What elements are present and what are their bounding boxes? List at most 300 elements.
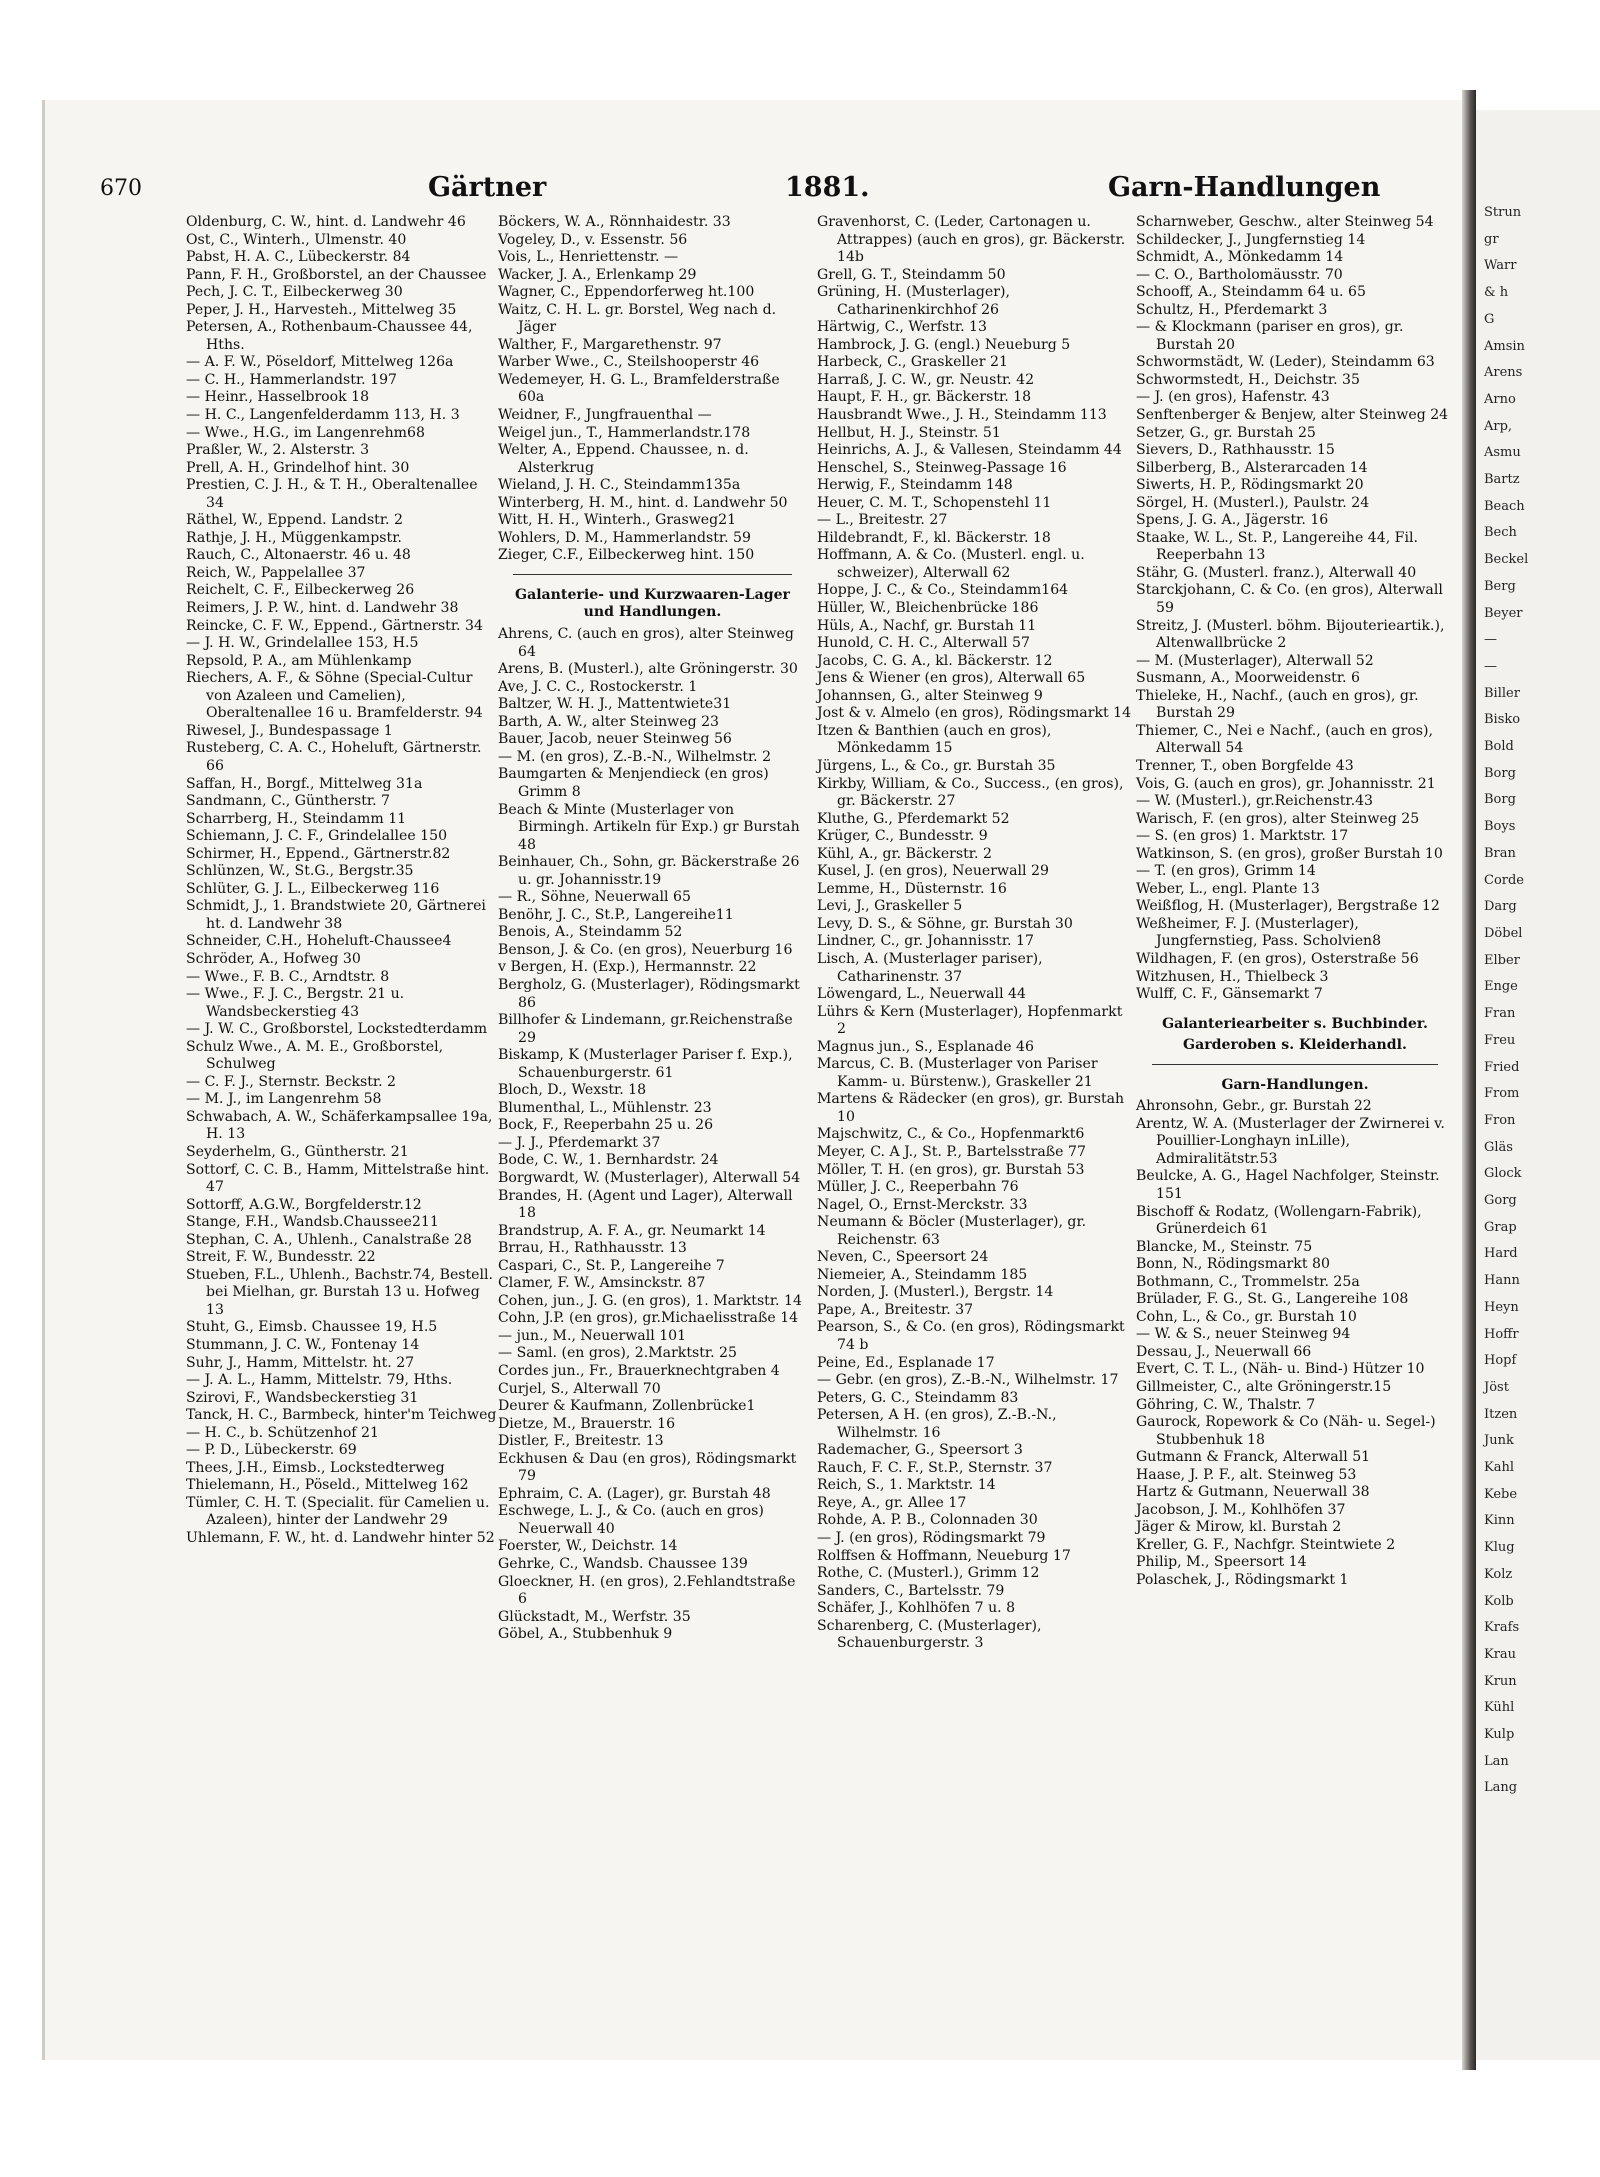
directory-entry: Jost & v. Almelo (en gros), Rödingsmarkt 14 — [817, 705, 1132, 722]
directory-entry: — C. F. J., Sternstr. Beckstr. 2 — [186, 1073, 397, 1090]
section-rule — [513, 574, 791, 575]
directory-entry: Dessau, J., Neuerwall 66 — [1136, 1343, 1312, 1360]
directory-entry: Hambrock, J. G. (engl.) Neueburg 5 — [817, 336, 1071, 353]
directory-entry: Gillmeister, C., alte Gröningerstr.15 — [1136, 1379, 1392, 1395]
directory-entry: Repsold, P. A., am Mühlenkamp — [186, 652, 412, 669]
directory-entry: Schirmer, H., Eppend., Gärtnerstr.82 — [186, 845, 451, 862]
directory-entry: Barth, A. W., alter Steinweg 23 — [498, 713, 720, 730]
directory-entry: Riwesel, J., Bundespassage 1 — [186, 722, 393, 739]
directory-entry: Eckhusen & Dau (en gros), Rödingsmarkt 79 — [498, 1450, 797, 1485]
directory-entry: Pann, F. H., Großborstel, an der Chaussee — [186, 266, 487, 283]
directory-entry: Schiemann, J. C. F., Grindelallee 150 — [186, 828, 448, 845]
directory-entry: Thielemann, H., Pöseld., Mittelweg 162 — [186, 1477, 469, 1494]
directory-entry: Schulz Wwe., A. M. E., Großborstel, Schulweg — [186, 1038, 444, 1073]
directory-entry: Sandmann, C., Güntherstr. 7 — [186, 793, 391, 810]
directory-entry: — L., Breitestr. 27 — [817, 512, 948, 529]
directory-entry: Biskamp, K (Musterlager Pariser f. Exp.), Schauenburgerstr. 61 — [498, 1047, 793, 1081]
next-page-fragment: Krau — [1484, 1646, 1517, 1662]
directory-entry: Weßheimer, F. J. (Musterlager), Jungfernstieg, Pass. Scholvien8 — [1136, 915, 1382, 950]
directory-entry: Marcus, C. B. (Musterlager von Pariser Kamm- u. Bürstenw.), Graskeller 21 — [817, 1056, 1098, 1090]
next-page-fragment: Kolz — [1484, 1566, 1513, 1582]
directory-column-2 — [498, 214, 807, 1644]
directory-entry: Reye, A., gr. Allee 17 — [817, 1494, 967, 1511]
directory-entry: Kreller, G. F., Nachfgr. Steintwiete 2 — [1136, 1536, 1396, 1553]
directory-entry: Cordes jun., Fr., Brauerknechtgraben 4 — [498, 1363, 780, 1379]
directory-entry: Reincke, C. F. W., Eppend., Gärtnerstr. 34 — [186, 617, 483, 634]
directory-entry: Sanders, C., Bartelsstr. 79 — [817, 1582, 1005, 1599]
directory-entry: Bloch, D., Wexstr. 18 — [498, 1082, 647, 1099]
directory-entry: Reimers, J. P. W., hint. d. Landwehr 38 — [186, 600, 459, 617]
directory-entry: Schultz, H., Pferdemarkt 3 — [1136, 301, 1328, 318]
directory-entry: Brrau, H., Rathhausstr. 13 — [498, 1240, 687, 1257]
directory-entry: — Saml. (en gros), 2.Marktstr. 25 — [498, 1345, 737, 1362]
next-page-fragment: Lang — [1484, 1780, 1518, 1796]
directory-entry: Levy, D. S., & Söhne, gr. Burstah 30 — [817, 915, 1073, 932]
directory-entry: Löwengard, L., Neuerwall 44 — [817, 986, 1026, 1003]
directory-entry: — J. J., Pferdemarkt 37 — [498, 1134, 661, 1151]
next-page-fragment: Krafs — [1484, 1620, 1520, 1636]
directory-entry: Thieleke, H., Nachf., (auch en gros), gr. Burstah 29 — [1136, 687, 1419, 722]
directory-entry: Streit, F. W., Bundesstr. 22 — [186, 1249, 376, 1266]
directory-entry: Wacker, J. A., Erlenkamp 29 — [498, 266, 697, 283]
directory-entry: Benson, J. & Co. (en gros), Neuerburg 16 — [498, 941, 793, 958]
directory-entry: Ahronsohn, Gebr., gr. Burstah 22 — [1136, 1098, 1372, 1115]
next-page-fragment: Hann — [1484, 1273, 1520, 1289]
next-page-fragment: Kinn — [1484, 1513, 1515, 1529]
next-page-fragment: Kolb — [1484, 1593, 1514, 1609]
directory-entry: Rolffsen & Hoffmann, Neueburg 17 — [817, 1547, 1071, 1564]
directory-entry: — A. F. W., Pöseldorf, Mittelweg 126a — [186, 354, 454, 371]
directory-entry: Saffan, H., Borgf., Mittelweg 31a — [186, 775, 423, 792]
directory-entry: Bergholz, G. (Musterlager), Rödingsmarkt 86 — [498, 976, 800, 1011]
next-page-fragment: Gläs — [1484, 1139, 1513, 1155]
directory-entry: Lührs & Kern (Musterlager), Hopfenmarkt 2 — [817, 1003, 1123, 1038]
directory-entry: Deurer & Kaufmann, Zollenbrücke1 — [498, 1398, 756, 1415]
directory-entry: Ahrens, C. (auch en gros), alter Steinweg 64 — [498, 626, 794, 660]
directory-entry: Rauch, C., Altonaerstr. 46 u. 48 — [186, 547, 411, 564]
directory-entry: Peters, G. C., Steindamm 83 — [817, 1389, 1019, 1406]
directory-entry: Härtwig, C., Werfstr. 13 — [817, 319, 987, 336]
directory-entry: Witt, H. H., Winterh., Grasweg21 — [498, 512, 737, 529]
directory-entry: — Wwe., F. J. C., Bergstr. 21 u. Wandsbeckerstieg 43 — [186, 986, 405, 1020]
next-page-fragment: Berg — [1484, 578, 1516, 594]
directory-entry: Lindner, C., gr. Johannisstr. 17 — [817, 933, 1034, 950]
directory-entry: Schildecker, J., Jungfernstieg 14 — [1136, 231, 1366, 248]
next-page-fragment: Hopf — [1484, 1353, 1517, 1369]
next-page-fragment: & h — [1484, 285, 1509, 301]
directory-entry: Sottorff, A.G.W., Borgfelderstr.12 — [186, 1196, 422, 1213]
directory-entry: Uhlemann, F. W., ht. d. Landwehr hinter 52 — [186, 1530, 495, 1547]
directory-entry: Szirovi, F., Wandsbeckerstieg 31 — [186, 1389, 419, 1406]
next-page-fragment: Warr — [1484, 258, 1517, 274]
directory-entry: Scharenberg, C. (Musterlager), Schauenburgerstr. 3 — [817, 1617, 1042, 1652]
directory-entry: Distler, F., Breitestr. 13 — [498, 1433, 664, 1450]
directory-entry: Wieland, J. H. C., Steindamm135a — [498, 477, 741, 494]
section-heading: Garderoben s. Kleiderhandl. — [1183, 1037, 1407, 1054]
next-page-fragment: Bran — [1484, 845, 1516, 861]
next-page-fragment: Heyn — [1484, 1299, 1519, 1315]
next-page-fragment: Asmu — [1484, 445, 1521, 461]
next-page-fragment: Arens — [1484, 365, 1523, 381]
directory-entry: Rothe, C. (Musterl.), Grimm 12 — [817, 1565, 1040, 1582]
directory-entry: Rademacher, G., Speersort 3 — [817, 1442, 1023, 1459]
directory-entry: Kusel, J. (en gros), Neuerwall 29 — [817, 863, 1049, 880]
directory-entry: Herwig, F., Steindamm 148 — [817, 477, 1013, 494]
directory-entry: Göbel, A., Stubbenhuk 9 — [498, 1626, 673, 1643]
directory-entry: Hüls, A., Nachf, gr. Burstah 11 — [817, 617, 1037, 634]
directory-entry: Vois, G. (auch en gros), gr. Johannisstr. 21 — [1136, 775, 1436, 792]
directory-entry: Schmidt, A., Mönkedamm 14 — [1136, 249, 1344, 266]
directory-entry: Streitz, J. (Musterl. böhm. Bijouterieartik.), Altenwallbrücke 2 — [1136, 617, 1445, 652]
directory-entry: Niemeier, A., Steindamm 185 — [817, 1266, 1028, 1283]
directory-entry: Neven, C., Speersort 24 — [817, 1249, 989, 1266]
next-page-fragment: Beyer — [1484, 605, 1523, 621]
section-heading: Galanterie- und Kurzwaaren-Lager und Handlungen. — [515, 586, 790, 621]
directory-entry: Schmidt, J., 1. Brandstwiete 20, Gärtnerei ht. d. Landwehr 38 — [186, 898, 486, 932]
next-page-fragment: Hoffr — [1484, 1326, 1519, 1342]
directory-entry: Meyer, C. A J., St. P., Bartelsstraße 77 — [817, 1143, 1086, 1160]
directory-entry: Levi, J., Graskeller 5 — [817, 898, 963, 915]
directory-entry: Blancke, M., Steinstr. 75 — [1136, 1238, 1313, 1255]
directory-entry: Schwormstädt, W. (Leder), Steindamm 63 — [1136, 354, 1435, 371]
directory-entry: Bock, F., Reeperbahn 25 u. 26 — [498, 1117, 714, 1134]
directory-entry: — C. H., Hammerlandstr. 197 — [186, 371, 397, 388]
directory-entry: Beach & Minte (Musterlager von Birmingh. Artikeln für Exp.) gr Burstah 48 — [498, 801, 800, 853]
directory-entry: Cohn, J.P. (en gros), gr.Michaelisstraße 14 — [498, 1310, 799, 1327]
directory-entry: Winterberg, H. M., hint. d. Landwehr 50 — [498, 494, 788, 511]
directory-entry: Wedemeyer, H. G. L., Bramfelderstraße 60a — [498, 371, 780, 406]
directory-entry: Jacobs, C. G. A., kl. Bäckerstr. 12 — [817, 652, 1053, 669]
directory-entry: Rusteberg, C. A. C., Hoheluft, Gärtnerstr. 66 — [186, 740, 482, 774]
directory-entry: Bauer, Jacob, neuer Steinweg 56 — [498, 731, 732, 748]
next-page-fragment: Elber — [1484, 952, 1520, 968]
next-page-fragment: Lan — [1484, 1753, 1509, 1769]
directory-entry: Weidner, F., Jungfrauenthal — — [498, 407, 712, 424]
directory-entry: Stähr, G. (Musterl. franz.), Alterwall 40 — [1136, 564, 1417, 581]
directory-entry: — C. O., Bartholomäusstr. 70 — [1136, 266, 1343, 283]
directory-entry: Prell, A. H., Grindelhof hint. 30 — [186, 459, 410, 476]
next-page-fragment: Enge — [1484, 979, 1518, 995]
directory-entry: Stummann, J. C. W., Fontenay 14 — [186, 1337, 420, 1353]
directory-entry: Pape, A., Breitestr. 37 — [817, 1301, 974, 1318]
next-page-edge — [1476, 110, 1600, 2060]
directory-column-4 — [1136, 214, 1454, 1590]
next-page-fragment: Strun — [1484, 205, 1522, 220]
next-page-fragment: Fron — [1484, 1112, 1516, 1128]
next-page-fragment: Junk — [1484, 1433, 1514, 1449]
page-number: 670 — [100, 176, 142, 201]
directory-entry: Thees, J.H., Eimsb., Lockstedterweg — [186, 1459, 445, 1476]
next-page-fragment: Hard — [1484, 1246, 1518, 1262]
directory-entry: Cohn, L., & Co., gr. Burstah 10 — [1136, 1308, 1357, 1325]
directory-entry: — W. (Musterl.), gr.Reichenstr.43 — [1136, 793, 1374, 810]
section-rule — [1152, 1064, 1438, 1065]
directory-entry: Peine, Ed., Esplanade 17 — [817, 1354, 995, 1371]
directory-entry: Majschwitz, C., & Co., Hopfenmarkt6 — [817, 1126, 1085, 1143]
directory-entry: Blumenthal, L., Mühlenstr. 23 — [498, 1099, 712, 1116]
directory-entry: Möller, T. H. (en gros), gr. Burstah 53 — [817, 1161, 1085, 1178]
next-page-fragment: From — [1484, 1086, 1520, 1102]
next-page-fragment: Biller — [1484, 685, 1520, 701]
directory-entry: Bode, C. W., 1. Bernhardstr. 24 — [498, 1152, 719, 1169]
directory-entry: Rauch, F. C. F., St.P., Sternstr. 37 — [817, 1459, 1053, 1476]
directory-entry: — M. (Musterlager), Alterwall 52 — [1136, 652, 1374, 669]
next-page-fragment: Borg — [1484, 792, 1516, 808]
right-running-title: Garn-Handlungen — [1108, 172, 1381, 203]
directory-entry: Itzen & Banthien (auch en gros), Mönkedamm 15 — [817, 722, 1052, 757]
next-page-fragment: Klug — [1484, 1540, 1515, 1556]
next-page-fragment: Fried — [1484, 1059, 1520, 1075]
directory-entry: Gehrke, C., Wandsb. Chaussee 139 — [498, 1556, 748, 1573]
directory-entry: Hausbrandt Wwe., J. H., Steindamm 113 — [817, 407, 1107, 424]
directory-entry: Beulcke, A. G., Hagel Nachfolger, Steinstr. 151 — [1136, 1168, 1440, 1202]
next-page-fragment: Gorg — [1484, 1193, 1517, 1209]
directory-entry: Setzer, G., gr. Burstah 25 — [1136, 424, 1316, 441]
directory-entry: Reich, S., 1. Marktstr. 14 — [817, 1477, 996, 1494]
directory-entry: Tanck, H. C., Barmbeck, hinter'm Teichweg — [186, 1407, 497, 1424]
next-page-fragment: Arno — [1484, 391, 1516, 407]
next-page-fragment: Bech — [1484, 525, 1517, 541]
directory-entry: Hellbut, H. J., Steinstr. 51 — [817, 424, 1001, 441]
directory-entry: Reich, W., Pappelallee 37 — [186, 564, 366, 581]
directory-entry: Praßler, W., 2. Alsterstr. 3 — [186, 442, 370, 459]
directory-entry: — M. (en gros), Z.-B.-N., Wilhelmstr. 2 — [498, 748, 772, 765]
directory-entry: Glückstadt, M., Werfstr. 35 — [498, 1608, 691, 1625]
directory-entry: Pabst, H. A. C., Lübeckerstr. 84 — [186, 249, 411, 266]
directory-entry: Räthel, W., Eppend. Landstr. 2 — [186, 512, 403, 529]
next-page-fragment: Krun — [1484, 1673, 1517, 1689]
directory-entry: Caspari, C., St. P., Langereihe 7 — [498, 1257, 725, 1274]
directory-entry: Vogeley, D., v. Essenstr. 56 — [498, 231, 688, 248]
directory-entry: Weißflog, H. (Musterlager), Bergstraße 12 — [1136, 898, 1440, 915]
directory-entry: Suhr, J., Hamm, Mittelstr. ht. 27 — [186, 1354, 415, 1371]
directory-entry: — M. J., im Langenrehm 58 — [186, 1091, 382, 1108]
directory-entry: Philip, M., Speersort 14 — [1136, 1554, 1307, 1571]
directory-entry: Siwerts, H. P., Rödingsmarkt 20 — [1136, 477, 1364, 494]
directory-entry: Wildhagen, F. (en gros), Osterstraße 56 — [1136, 950, 1419, 967]
directory-entry: Haase, J. P. F., alt. Steinweg 53 — [1136, 1466, 1357, 1483]
directory-entry: Clamer, F. W., Amsinckstr. 87 — [498, 1275, 706, 1292]
directory-entry: Wohlers, D. M., Hammerlandstr. 59 — [498, 529, 751, 546]
directory-entry: Martens & Rädecker (en gros), gr. Burstah 10 — [817, 1091, 1125, 1125]
directory-entry: Hartz & Gutmann, Neuerwall 38 — [1136, 1484, 1370, 1501]
directory-entry: Brandstrup, A. F. A., gr. Neumarkt 14 — [498, 1222, 766, 1239]
next-page-lines — [1476, 110, 1600, 1802]
directory-entry: Rathje, J. H., Müggenkampstr. — [186, 529, 402, 546]
directory-entry: Grüning, H. (Musterlager), Catharinenkirchhof 26 — [817, 284, 1010, 318]
directory-column-3 — [817, 214, 1135, 1653]
directory-entry: Ost, C., Winterh., Ulmenstr. 40 — [186, 231, 407, 248]
directory-entry: Curjel, S., Alterwall 70 — [498, 1380, 661, 1397]
directory-entry: Gaurock, Ropework & Co (Näh- u. Segel-) Stubbenhuk 18 — [1136, 1414, 1436, 1448]
directory-entry: Pech, J. C. T., Eilbeckerweg 30 — [186, 284, 403, 301]
directory-entry: Gutmann & Franck, Alterwall 51 — [1136, 1449, 1371, 1466]
directory-entry: — S. (en gros) 1. Marktstr. 17 — [1136, 828, 1349, 845]
next-page-fragment: Darg — [1484, 899, 1517, 915]
directory-entry: Welter, A., Eppend. Chaussee, n. d. Alsterkrug — [498, 442, 749, 476]
section-heading: Garn-Handlungen. — [1221, 1076, 1369, 1093]
next-page-fragment: Beckel — [1484, 552, 1529, 568]
directory-entry: Kühl, A., gr. Bäckerstr. 2 — [817, 845, 992, 862]
directory-entry: Arens, B. (Musterl.), alte Gröningerstr. 30 — [498, 661, 798, 678]
next-page-fragment: Borg — [1484, 765, 1516, 781]
next-page-fragment: Corde — [1484, 872, 1525, 888]
next-page-fragment: Beach — [1484, 498, 1525, 514]
directory-entry: Norden, J. (Musterl.), Bergstr. 14 — [817, 1284, 1054, 1301]
directory-entry: Lisch, A. (Musterlager pariser), Catharinenstr. 37 — [817, 950, 1043, 985]
next-page-fragment: Freu — [1484, 1032, 1516, 1048]
left-running-title: Gärtner — [428, 172, 547, 203]
next-page-fragment: Itzen — [1484, 1406, 1518, 1422]
directory-entry: Tümler, C. H. T. (Specialit. für Camelien u. Azaleen), hinter der Landwehr 29 — [186, 1494, 490, 1529]
directory-entry: Eschwege, L. J., & Co. (auch en gros) Neuerwall 40 — [498, 1503, 764, 1537]
directory-entry: Watkinson, S. (en gros), großer Burstah 10 — [1136, 845, 1443, 862]
directory-entry: Wulff, C. F., Gänsemarkt 7 — [1136, 986, 1323, 1003]
next-page-fragment: Kulp — [1484, 1727, 1515, 1743]
directory-entry: Müller, J. C., Reeperbahn 76 — [817, 1179, 1019, 1196]
directory-entry: Thiemer, C., Nei e Nachf., (auch en gros), Alterwall 54 — [1136, 722, 1434, 757]
directory-entry: Wagner, C., Eppendorferweg ht.100 — [498, 284, 755, 301]
directory-entry: Petersen, A H. (en gros), Z.-B.-N., Wilhelmstr. 16 — [817, 1407, 1057, 1441]
next-page-fragment: Glock — [1484, 1166, 1522, 1182]
directory-entry: — Wwe., H.G., im Langenrehm68 — [186, 424, 425, 441]
directory-entry: Jürgens, L., & Co., gr. Burstah 35 — [817, 757, 1056, 774]
next-page-fragment: Bisko — [1484, 712, 1521, 728]
directory-entry: Trenner, T., oben Borgfelde 43 — [1136, 757, 1354, 774]
next-page-fragment: Jöst — [1484, 1379, 1509, 1395]
directory-entry: Stange, F.H., Wandsb.Chaussee211 — [186, 1214, 439, 1231]
directory-entry: Schwabach, A. W., Schäferkampsallee 19a, H. 13 — [186, 1108, 493, 1143]
directory-entry: Rohde, A. P. B., Colonnaden 30 — [817, 1512, 1038, 1529]
directory-entry: Warber Wwe., C., Steilshooperstr 46 — [498, 354, 760, 371]
directory-entry: Zieger, C.F., Eilbeckerweg hint. 150 — [498, 547, 755, 564]
directory-entry: Scharrberg, H., Steindamm 11 — [186, 810, 407, 827]
directory-entry: Billhofer & Lindemann, gr.Reichenstraße 29 — [498, 1012, 793, 1046]
directory-entry: Kirkby, William, & Co., Success., (en gros), gr. Bäckerstr. 27 — [817, 775, 1124, 810]
directory-entry: Nagel, O., Ernst-Merckstr. 33 — [817, 1196, 1028, 1213]
directory-entry: Hüller, W., Bleichenbrücke 186 — [817, 600, 1039, 617]
directory-entry: Pearson, S., & Co. (en gros), Rödingsmarkt 74 b — [817, 1319, 1125, 1353]
directory-entry: Sottorf, C. C. B., Hamm, Mittelstraße hint. 47 — [186, 1161, 490, 1196]
directory-entry: Weber, L., engl. Plante 13 — [1136, 880, 1320, 897]
next-page-fragment: — — [1484, 658, 1497, 674]
directory-entry: Göhring, C. W., Thalstr. 7 — [1136, 1396, 1316, 1413]
directory-entry: Peper, J. H., Harvesteh., Mittelweg 35 — [186, 301, 457, 318]
directory-entry: Polaschek, J., Rödingsmarkt 1 — [1136, 1572, 1349, 1589]
directory-entry: — H. C., Langenfelderdamm 113, H. 3 — [186, 407, 460, 424]
directory-entry: — J. (en gros), Rödingsmarkt 79 — [817, 1530, 1046, 1547]
directory-entry: Bothmann, C., Trommelstr. 25a — [1136, 1273, 1360, 1290]
directory-entry: Witzhusen, H., Thielbeck 3 — [1136, 968, 1329, 985]
directory-entry: Heinrichs, A. J., & Vallesen, Steindamm 44 — [817, 442, 1122, 459]
directory-entry: Hunold, C. H. C., Alterwall 57 — [817, 635, 1030, 652]
directory-entry: Sievers, D., Rathhausstr. 15 — [1136, 442, 1335, 459]
directory-entry: — J. H. W., Grindelallee 153, H.5 — [186, 635, 419, 652]
directory-entry: — Wwe., F. B. C., Arndtstr. 8 — [186, 968, 390, 985]
directory-entry: Jäger & Mirow, kl. Burstah 2 — [1136, 1519, 1342, 1536]
directory-entry: Dietze, M., Brauerstr. 16 — [498, 1415, 676, 1432]
directory-entry: — W. & S., neuer Steinweg 94 — [1136, 1326, 1351, 1343]
directory-entry: Gravenhorst, C. (Leder, Cartonagen u. Attrappes) (auch en gros), gr. Bäckerstr. 14b — [817, 214, 1126, 266]
section-heading: Galanteriearbeiter s. Buchbinder. — [1162, 1015, 1428, 1032]
directory-entry: Silberberg, B., Alsterarcaden 14 — [1136, 459, 1368, 476]
directory-entry: Evert, C. T. L., (Näh- u. Bind-) Hützer 10 — [1136, 1361, 1425, 1378]
directory-entry: — P. D., Lübeckerstr. 69 — [186, 1442, 357, 1459]
directory-entry: Brandes, H. (Agent und Lager), Alterwall 18 — [498, 1187, 793, 1222]
directory-entry: Harbeck, C., Graskeller 21 — [817, 354, 1008, 371]
directory-entry: Foerster, W., Deichstr. 14 — [498, 1538, 678, 1555]
directory-entry: — Gebr. (en gros), Z.-B.-N., Wilhelmstr. 17 — [817, 1372, 1119, 1389]
directory-entry: Arentz, W. A. (Musterlager der Zwirnerei v. Pouillier-Longhayn inLille), Admiralitätstr.53 — [1136, 1115, 1445, 1167]
directory-entry: Magnus jun., S., Esplanade 46 — [817, 1038, 1034, 1055]
directory-entry: Hoffmann, A. & Co. (Musterl. engl. u. schweizer), Alterwall 62 — [817, 547, 1085, 581]
directory-entry: — R., Söhne, Neuerwall 65 — [498, 889, 691, 906]
directory-entry: — J. A. L., Hamm, Mittelstr. 79, Hths. — [186, 1372, 453, 1389]
directory-entry: Grell, G. T., Steindamm 50 — [817, 266, 1006, 283]
directory-entry: Krüger, C., Bundesstr. 9 — [817, 828, 988, 845]
next-page-fragment: gr — [1484, 231, 1499, 247]
next-page-fragment: Amsin — [1484, 338, 1525, 354]
directory-entry: Schneider, C.H., Hoheluft-Chaussee4 — [186, 933, 452, 950]
directory-entry: Spens, J. G. A., Jägerstr. 16 — [1136, 512, 1329, 529]
directory-entry: Staake, W. L., St. P., Langereihe 44, Fil. Reeperbahn 13 — [1136, 529, 1418, 564]
directory-entry: Bischoff & Rodatz, (Wollengarn-Fabrik), Grünerdeich 61 — [1136, 1203, 1422, 1238]
directory-entry: Weigel jun., T., Hammerlandstr.178 — [498, 424, 751, 441]
directory-entry: Baumgarten & Menjendieck (en gros) Grimm 8 — [498, 766, 769, 800]
directory-entry: Stueben, F.L., Uhlenh., Bachstr.74, Bestell. bei Mielhan, gr. Burstah 13 u. Hofweg 13 — [186, 1266, 494, 1318]
directory-entry: Stuht, G., Eimsb. Chaussee 19, H.5 — [186, 1319, 438, 1336]
directory-entry: Neumann & Böcler (Musterlager), gr. Reichenstr. 63 — [817, 1214, 1087, 1248]
next-page-fragment: Kühl — [1484, 1700, 1515, 1716]
directory-entry: Lemme, H., Düsternstr. 16 — [817, 880, 1007, 897]
next-page-fragment: Fran — [1484, 1006, 1516, 1022]
directory-entry: Sörgel, H. (Musterl.), Paulstr. 24 — [1136, 494, 1370, 511]
directory-entry: Bonn, N., Rödingsmarkt 80 — [1136, 1256, 1330, 1273]
directory-entry: Riechers, A. F., & Söhne (Special-Cultur von Azaleen und Camelien), Oberaltenallee 16 u. Bramfelderstr. 94 — [186, 670, 483, 722]
directory-entry: Ephraim, C. A. (Lager), gr. Burstah 48 — [498, 1485, 771, 1502]
directory-entry: Jacobson, J. M., Kohlhöfen 37 — [1136, 1501, 1346, 1518]
directory-entry: Hoppe, J. C., & Co., Steindamm164 — [817, 582, 1069, 599]
directory-entry: Böckers, W. A., Rönnhaidestr. 33 — [498, 214, 731, 230]
next-page-fragment: Bold — [1484, 739, 1514, 755]
directory-entry: Schwormstedt, H., Deichstr. 35 — [1136, 371, 1360, 388]
directory-entry: Henschel, S., Steinweg-Passage 16 — [817, 459, 1067, 476]
directory-entry: — jun., M., Neuerwall 101 — [498, 1327, 687, 1344]
directory-entry: Jens & Wiener (en gros), Alterwall 65 — [817, 670, 1086, 687]
directory-entry: — J. (en gros), Hafenstr. 43 — [1136, 389, 1330, 406]
directory-entry: Johannsen, G., alter Steinweg 9 — [817, 687, 1043, 704]
next-page-fragment: Grap — [1484, 1219, 1517, 1235]
directory-entry: Starckjohann, C. & Co. (en gros), Alterwall 59 — [1136, 582, 1443, 617]
directory-entry: — Heinr., Hasselbrook 18 — [186, 389, 370, 406]
directory-entry: Benois, A., Steindamm 52 — [498, 924, 683, 941]
directory-entry: Kluthe, G., Pferdemarkt 52 — [817, 810, 1010, 827]
next-page-fragment: Döbel — [1484, 925, 1523, 941]
directory-entry: v Bergen, H. (Exp.), Hermannstr. 22 — [498, 959, 757, 976]
next-page-fragment: — — [1484, 632, 1497, 648]
directory-entry: Oldenburg, C. W., hint. d. Landwehr 46 — [186, 214, 466, 230]
next-page-fragment: Kahl — [1484, 1460, 1514, 1476]
directory-entry: Schlüter, G. J. L., Eilbeckerweg 116 — [186, 880, 440, 897]
directory-entry: Walther, F., Margarethenstr. 97 — [498, 336, 722, 353]
directory-entry: Reichelt, C. F., Eilbeckerweg 26 — [186, 582, 415, 599]
year-label: 1881. — [785, 172, 870, 203]
directory-entry: Schäfer, J., Kohlhöfen 7 u. 8 — [817, 1600, 1016, 1617]
next-page-fragment: Bartz — [1484, 472, 1520, 488]
directory-entry: Heuer, C. M. T., Schopenstehl 11 — [817, 494, 1052, 511]
directory-entry: — T. (en gros), Grimm 14 — [1136, 863, 1316, 880]
next-page-fragment: Arp, — [1484, 418, 1513, 434]
